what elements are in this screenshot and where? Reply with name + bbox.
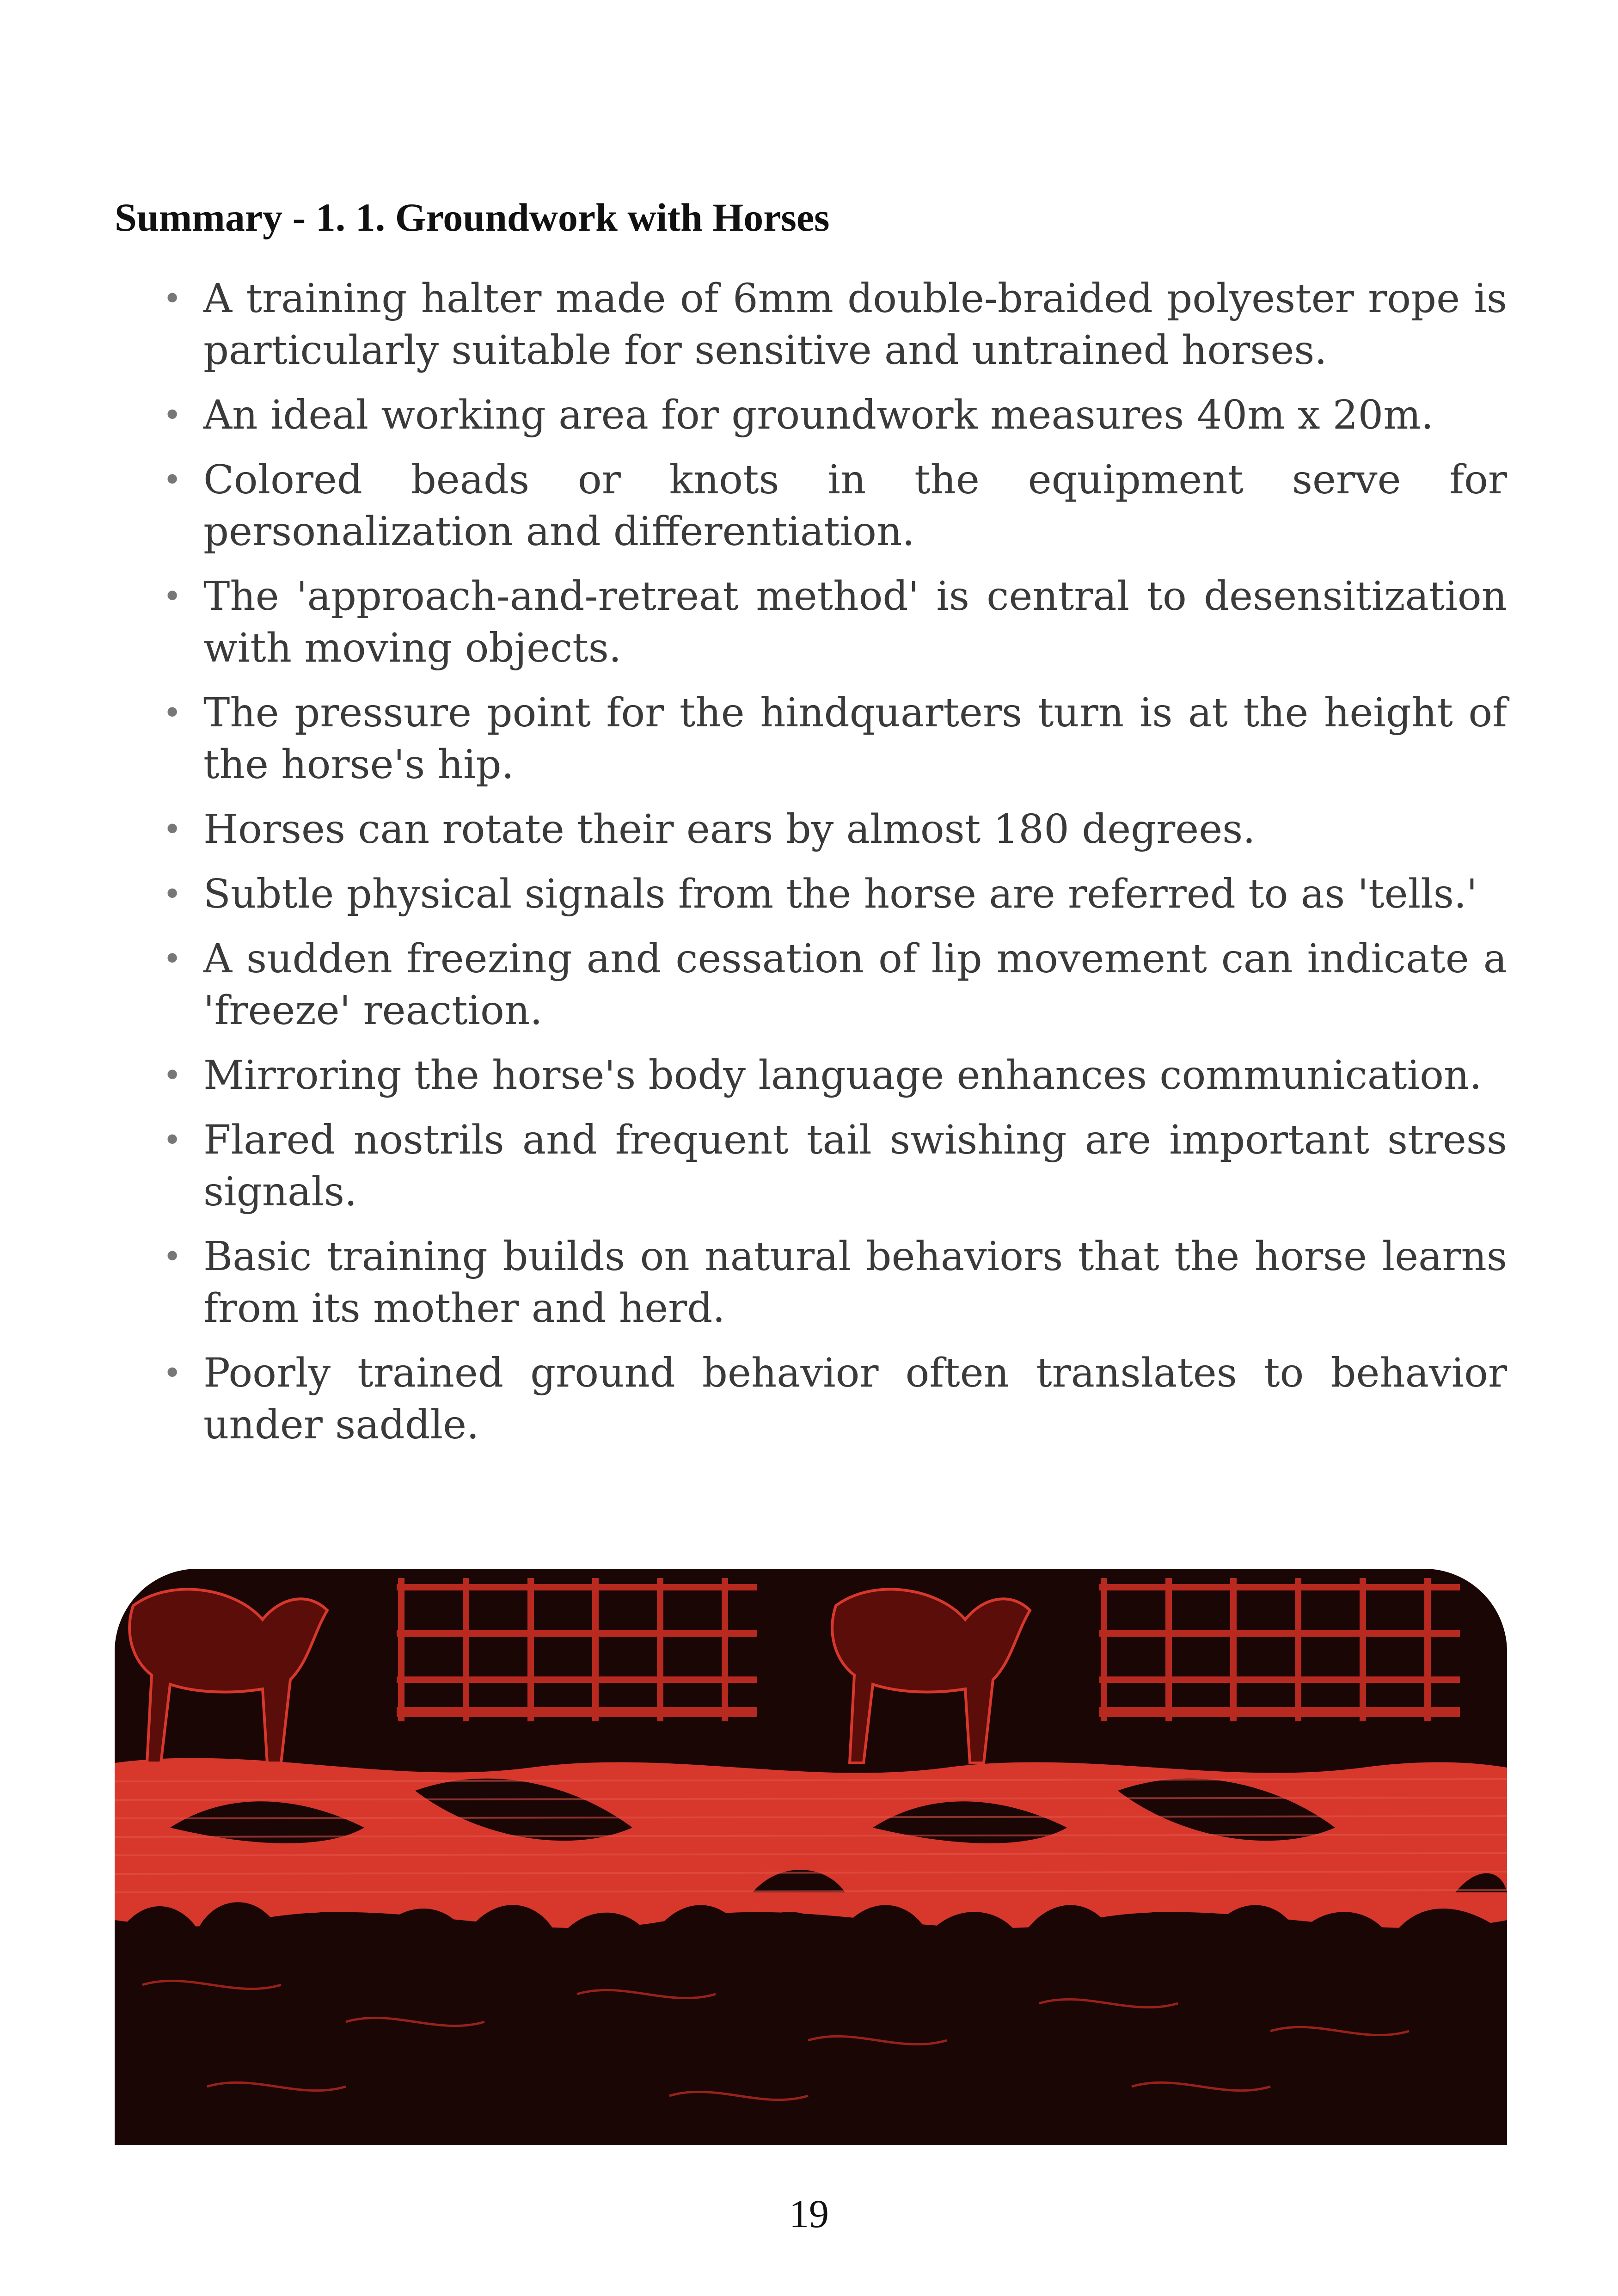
list-item-text: The 'approach-and-retreat method' is central to desensitization with moving objects. [203,573,1507,671]
list-item [115,687,1507,791]
list-item [115,804,1507,855]
bullet-icon: • [163,1354,182,1392]
list-item [115,1231,1507,1334]
list-item-text: Colored beads or knots in the equipment serve for personalization and differentiation. [203,457,1507,555]
arena-ground [115,1758,1507,1928]
bullet-icon: • [163,810,182,848]
list-item-text: Basic training builds on natural behaviors that the horse learns from its mother and herd. [203,1234,1507,1332]
woodcut-scene [115,1569,1507,2145]
list-item-text: The pressure point for the hindquarters turn is at the height of the horse's hip. [203,690,1507,788]
list-item [115,868,1507,920]
bullet-icon: • [163,1056,182,1094]
bullet-icon: • [163,461,182,499]
horse-illustration [115,1569,1507,2145]
list-item-text: A training halter made of 6mm double-braided polyester rope is particularly suitable for sensitive and untrained horses. [203,276,1507,374]
list-item [115,1114,1507,1218]
page-number: 19 [789,2192,829,2236]
foreground-bushes [115,1902,1507,2145]
bullet-icon: • [163,280,182,318]
list-item [115,571,1507,674]
list-item-text: Mirroring the horse's body language enhances communication. [203,1052,1482,1099]
bullet-icon: • [163,396,182,434]
bullet-icon: • [163,694,182,732]
list-item [115,1347,1507,1451]
list-item [115,1050,1507,1101]
bullet-icon: • [163,577,182,615]
bullet-icon: • [163,1121,182,1159]
list-item [115,933,1507,1037]
list-item-text: Horses can rotate their ears by almost 180 degrees. [203,806,1256,853]
summary-list [115,273,1507,1464]
bullet-icon: • [163,940,182,978]
bullet-icon: • [163,1238,182,1276]
list-item [115,454,1507,558]
list-item-text: Poorly trained ground behavior often translates to behavior under saddle. [203,1350,1507,1448]
bullet-icon: • [163,875,182,913]
list-item [115,389,1507,441]
section-heading: Summary - 1. 1. Groundwork with Horses [115,195,830,239]
list-item [115,273,1507,376]
list-item-text: Subtle physical signals from the horse are referred to as 'tells.' [203,871,1477,917]
list-item-text: An ideal working area for groundwork measures 40m x 20m. [203,392,1434,438]
list-item-text: A sudden freezing and cessation of lip movement can indicate a 'freeze' reaction. [203,936,1507,1034]
list-item-text: Flared nostrils and frequent tail swishing are important stress signals. [203,1117,1507,1215]
